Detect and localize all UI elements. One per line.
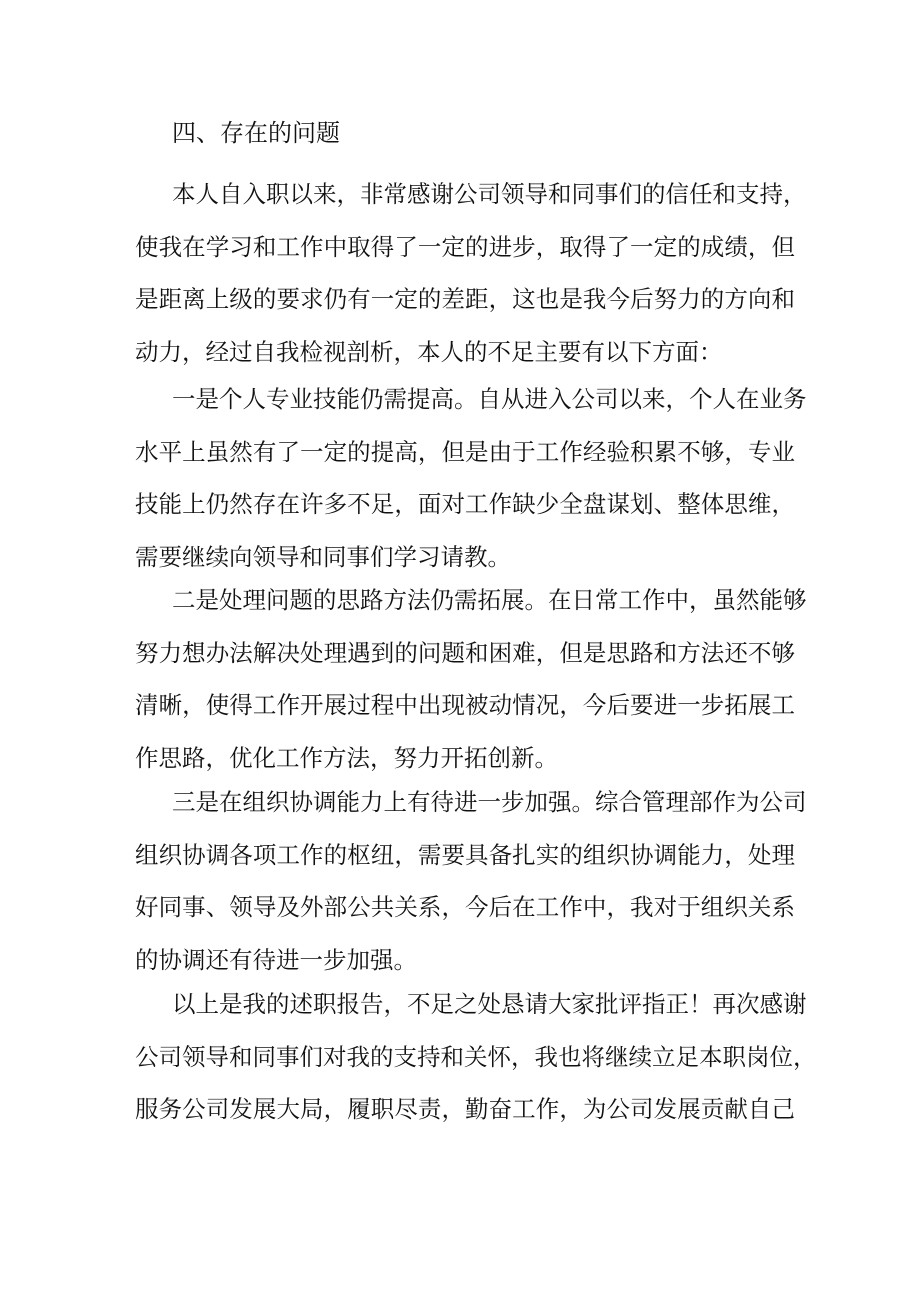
paragraph-line: 需要继续向领导和同事们学习请教。 [135,542,511,571]
paragraph-line: 公司领导和同事们对我的支持和关怀，我也将继续立足本职岗位， [135,1042,817,1071]
paragraph-problem-solving [135,574,807,784]
paragraph-line: 动力，经过自我检视剖析，本人的不足主要有以下方面： [135,337,723,366]
paragraph-coordination [135,776,807,986]
paragraph-line: 作思路，优化工作方法，努力开拓创新。 [135,743,558,772]
paragraph-line: 水平上虽然有了一定的提高，但是由于工作经验积累不够，专业 [135,437,795,466]
paragraph-line: 一是个人专业技能仍需提高。自从进入公司以来，个人在业务 [172,385,807,413]
paragraph-line: 以上是我的述职报告，不足之处恳请大家批评指正！再次感谢 [172,990,807,1018]
section-heading: 四、存在的问题 [172,119,340,147]
paragraph-line: 技能上仍然存在许多不足，面对工作缺少全盘谋划、整体思维， [135,490,795,518]
paragraph-line: 服务公司发展大局，履职尽责，勤奋工作，为公司发展贡献自己 [135,1095,795,1123]
paragraph-introduction [135,168,807,378]
paragraph-line: 的协调还有待进一步加强。 [135,945,417,974]
paragraph-line: 是距离上级的要求仍有一定的差距，这也是我今后努力的方向和 [135,285,795,313]
paragraph-line: 本人自入职以来，非常感谢公司领导和同事们的信任和支持， [172,180,807,208]
paragraph-line: 三是在组织协调能力上有待进一步加强。综合管理部作为公司 [172,788,807,816]
paragraph-line: 组织协调各项工作的枢纽，需要具备扎实的组织协调能力，处理 [135,840,795,869]
paragraph-line: 使我在学习和工作中取得了一定的进步，取得了一定的成绩，但 [135,232,795,261]
paragraph-closing [135,978,817,1136]
paragraph-line: 清晰，使得工作开展过程中出现被动情况，今后要进一步拓展工 [135,691,795,719]
paragraph-line: 好同事、领导及外部公共关系，今后在工作中，我对于组织关系 [135,893,795,921]
paragraph-line: 二是处理问题的思路方法仍需拓展。在日常工作中，虽然能够 [172,586,807,614]
paragraph-line: 努力想办法解决处理遇到的问题和困难，但是思路和方法还不够 [135,638,795,667]
paragraph-professional-skills [135,373,807,583]
